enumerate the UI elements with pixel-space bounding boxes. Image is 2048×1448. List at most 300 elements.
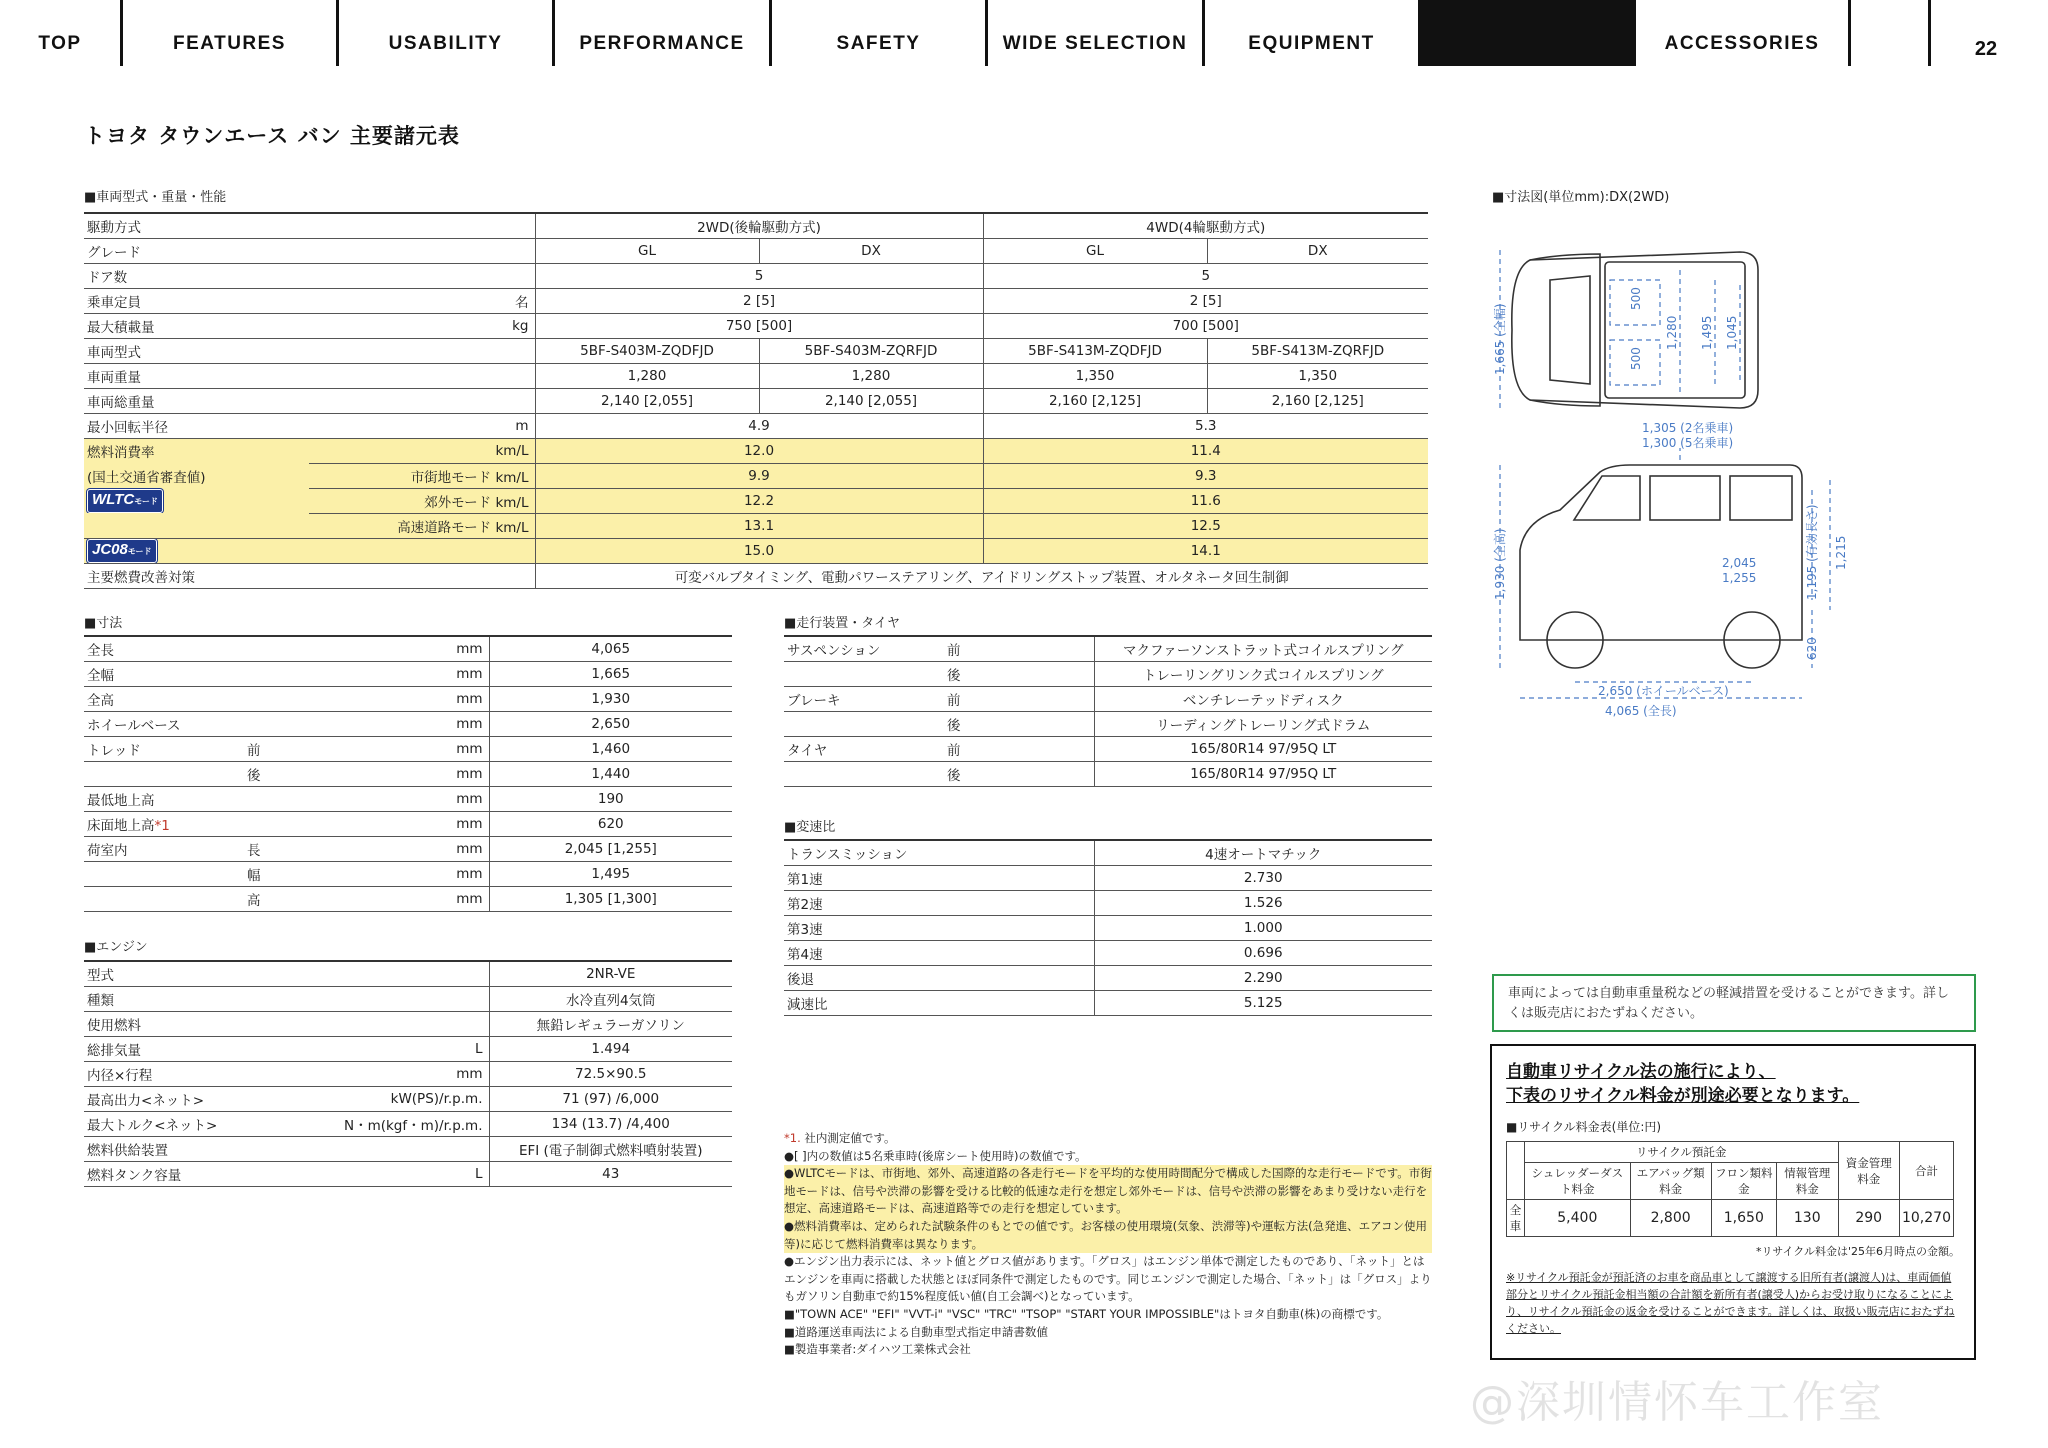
row-unit [274,986,489,1011]
cell-value: 2 [5] [535,288,983,313]
cell-value: 2WD(後輪駆動方式) [535,213,983,238]
cell-value: 9.3 [983,463,1428,488]
row-label: 第1速 [784,865,1094,890]
table-row [84,711,732,736]
mode-unit: km/L [495,469,529,486]
row-label: 使用燃料 [84,1011,274,1036]
label-top-width: 1,665 (全幅) [1493,303,1507,375]
row-unit: mm [304,836,489,861]
table-row [784,661,1432,686]
row-sub: 後 [944,661,1094,686]
cell-value: トレーリングリンク式コイルスプリング [1094,661,1432,686]
row-label: 最大積載量 [84,313,309,338]
row-label: 最高出力<ネット> [84,1086,274,1111]
row-label [84,513,309,538]
badge-subtext: モード [134,496,158,506]
footnote-highlight: ●WLTCモードは、市街地、郊外、高速道路の各走行モードを平均的な使用時間配分で構成した国際的な走行モードです。市街地モードは、信号や渋滞の影響を受ける比較的低速な走行を想定し郊外モードは、信号や渋滞の影響をあまり受けない走行を想定、高速道路モードは、高速道路等での走行を想定しています。 [784,1165,1432,1218]
cell-value: 12.5 [983,513,1428,538]
row-unit: L [274,1161,489,1186]
mode-label: 郊外モード [424,494,492,511]
cell-value: 2.730 [1094,865,1432,890]
row-label: 車両総重量 [84,388,535,413]
row-label: 型式 [84,961,274,986]
row-unit: kg [309,313,535,338]
van-side-dimensions [1500,448,1830,698]
row-sub: 幅 [244,861,304,886]
tax-note-box: 車両によっては自動車重量税などの軽減措置を受けることができます。詳しくは販売店におたずねください。 [1492,974,1976,1032]
table-header: 情報管理料金 [1777,1163,1838,1200]
row-label: 第3速 [784,915,1094,940]
table-row [84,1061,732,1086]
row-label: (国土交通省審査値) [84,463,309,488]
cell-value: 可変バルブタイミング、電動パワーステアリング、アイドリングストップ装置、オルタネータ回生制御 [535,563,1428,588]
cell-value: 1.000 [1094,915,1432,940]
van-side-window-rear [1730,476,1792,520]
cell-value: 750 [500] [535,313,983,338]
table-row [84,886,732,911]
row-unit [309,463,535,488]
nav-tab-label: EQUIPMENT [1248,33,1375,54]
section-heading-engine: ■エンジン [84,940,148,955]
chassis-table [784,635,1432,787]
table-row [84,1036,732,1061]
cell-value: 12.0 [535,438,983,463]
cell-value: 2,140 [2,055] [759,388,983,413]
cell-value: 5BF-S413M-ZQRFJD [1207,338,1428,363]
table-row [784,636,1432,661]
row-label: 主要燃費改善対策 [84,563,535,588]
row-label: 種類 [84,986,274,1011]
nav-tab-label: USABILITY [388,33,503,54]
cell-value: 無鉛レギュラーガソリン [489,1011,732,1036]
table-cell: 2,800 [1630,1200,1711,1237]
table-cell: 1,650 [1711,1200,1776,1237]
row-sub [244,811,304,836]
badge-text: WLTC [92,490,135,508]
table-row [84,213,1428,238]
table-row-fuel-jc08 [84,538,1428,563]
table-row [84,413,1428,438]
label-side-1195: 1,195 (有効長さ) [1805,504,1819,600]
page-number: 22 [1974,38,1998,60]
row-label: 減速比 [784,990,1094,1015]
table-row [784,865,1432,890]
van-top-windshield [1550,276,1590,384]
cell-value: 700 [500] [983,313,1428,338]
row-unit: m [309,413,535,438]
table-row [84,761,732,786]
recycle-table-caption: ■リサイクル料金表(単位:円) [1506,1120,1662,1134]
table-row [84,363,1428,388]
recycle-as-of: *リサイクル料金は'25年6月時点の金額。 [1756,1245,1960,1258]
spec-table [84,212,1428,589]
cell-value: 1,460 [489,736,732,761]
row-label: 総排気量 [84,1036,274,1061]
row-label: 全高 [84,686,244,711]
cell-value: 5BF-S413M-ZQDFJD [983,338,1207,363]
table-row [84,1161,732,1186]
row-label [784,761,944,786]
nav-tab-label: FEATURES [173,33,286,54]
row-unit: mm [304,861,489,886]
label-top-1495: 1,495 [1700,315,1714,350]
label-top-seat2: 500 [1629,347,1643,370]
row-unit: mm [304,886,489,911]
row-unit: kW(PS)/r.p.m. [274,1086,489,1111]
watermark: @深圳情怀车工作室 [1470,1377,1884,1428]
row-label: 燃料消費率 [84,438,309,463]
cell-value: 4,065 [489,636,732,661]
cell-value: 4速オートマチック [1094,840,1432,865]
cell-value: DX [759,238,983,263]
row-unit [274,1011,489,1036]
cell-value: 190 [489,786,732,811]
table-row [84,836,732,861]
row-unit: mm [304,736,489,761]
table-row [784,686,1432,711]
row-sub: 長 [244,836,304,861]
row-label: 第4速 [784,940,1094,965]
nav-tab-safety[interactable] [772,0,985,66]
nav-tab-top[interactable] [0,0,120,66]
row-label: グレード [84,238,535,263]
row-label: 乗車定員 [84,288,309,313]
top-navigation [0,0,2048,66]
row-sub [244,786,304,811]
badge-subtext: モード [127,546,152,556]
table-row-fuel-wltc [84,438,1428,463]
table-row [784,736,1432,761]
cell-value: GL [983,238,1207,263]
nav-tab-label: SAFETY [836,33,921,54]
table-cell-blank [1507,1142,1525,1200]
van-side-view [1520,465,1802,668]
table-header: フロン類料金 [1711,1163,1776,1200]
row-unit: mm [304,636,489,661]
table-row-fuel-city [84,463,1428,488]
row-label: 車両型式 [84,338,535,363]
row-label [84,886,244,911]
row-label [84,811,244,836]
wltc-badge-cell [84,488,309,513]
cell-value: 4WD(4輪駆動方式) [983,213,1428,238]
mode-unit: km/L [495,519,529,536]
cell-value: 13.1 [535,513,983,538]
table-row [84,786,732,811]
table-row [784,890,1432,915]
row-label: トランスミッション [784,840,1094,865]
table-row [84,563,1428,588]
table-row [84,338,1428,363]
nav-tab-features[interactable] [123,0,336,66]
row-label [84,761,244,786]
row-sub: 前 [944,686,1094,711]
row-label: 最低地上高 [84,786,244,811]
nav-tab-wide-selection[interactable] [988,0,1202,66]
cell-value: 165/80R14 97/95Q LT [1094,736,1432,761]
badge-text: JC08 [92,540,128,558]
nav-tab-usability[interactable] [339,0,552,66]
row-sub [244,686,304,711]
cell-value: 43 [489,1161,732,1186]
row-label: タイヤ [784,736,944,761]
cell-value: 5BF-S403M-ZQDFJD [535,338,759,363]
nav-tab-label: TOP [38,33,82,54]
row-sub: 前 [244,736,304,761]
footnotes [784,1130,1432,1359]
cell-value: 9.9 [535,463,983,488]
footnote: ■製造事業者:ダイハツ工業株式会社 [784,1342,971,1357]
footnote: ●[ ]内の数値は5名乗車時(後席シート使用時)の数値です。 [784,1148,1087,1163]
label-side-1215: 1,215 [1834,535,1848,570]
van-top-view [1512,220,1758,408]
cell-value: 620 [489,811,732,836]
label-side-wb: 2,650 (ホイールベース) [1598,684,1729,698]
row-sub: 高 [244,886,304,911]
nav-tab-specifications-active[interactable] [1418,0,1636,66]
cell-value: 1,440 [489,761,732,786]
row-label: 全車 [1507,1200,1525,1237]
row-sub [244,661,304,686]
row-sub: 後 [244,761,304,786]
cell-value: 5.125 [1094,990,1432,1015]
recycle-title-line1: 自動車リサイクル法の施行により、 [1506,1062,1776,1082]
label-top-len: 1,280 [1665,315,1679,350]
row-label: トレッド [84,736,244,761]
table-cell: 290 [1838,1200,1899,1237]
row-label [84,861,244,886]
table-row [84,238,1428,263]
cell-value: 2,140 [2,055] [535,388,759,413]
nav-tab-performance[interactable] [555,0,769,66]
engine-table [84,960,732,1187]
table-row [784,711,1432,736]
van-diagram-svg [1490,220,2048,740]
section-heading-chassis: ■走行装置・タイヤ [784,616,901,631]
row-sub [244,636,304,661]
row-label: ブレーキ [784,686,944,711]
cell-value: 2,160 [2,125] [983,388,1207,413]
nav-tab-label: ACCESSORIES [1664,33,1820,54]
table-row [84,686,732,711]
table-row [84,661,732,686]
row-unit: mm [304,661,489,686]
cell-value: 2.290 [1094,965,1432,990]
label-side-h1: 1,305 (2名乗車) [1642,421,1734,435]
cell-value: マクファーソンストラット式コイルスプリング [1094,636,1432,661]
cell-value: 12.2 [535,488,983,513]
table-row [84,1011,732,1036]
table-header: 資金管理料金 [1838,1142,1899,1200]
table-row [784,940,1432,965]
footnote-mark: *1. [784,1131,801,1145]
mode-label: 高速道路モード [397,519,492,536]
table-row [84,388,1428,413]
label-side-2045: 2,045 [1722,556,1757,570]
row-unit [309,513,535,538]
cell-value: 5.3 [983,413,1428,438]
cell-value: 14.1 [983,538,1428,563]
table-header: シュレッダーダスト料金 [1525,1163,1631,1200]
cell-value: 72.5×90.5 [489,1061,732,1086]
cell-value: EFI (電子制御式燃料噴射装置) [489,1136,732,1161]
row-sub: 後 [944,761,1094,786]
row-label: 後退 [784,965,1094,990]
label-side-len: 4,065 (全長) [1605,704,1677,718]
row-sub: 後 [944,711,1094,736]
table-cell: 5,400 [1525,1200,1631,1237]
table-row [784,840,1432,865]
row-unit: mm [274,1061,489,1086]
section-heading-dims: ■寸法 [84,616,123,631]
cell-value: 15.0 [535,538,983,563]
cell-value: 1,495 [489,861,732,886]
table-row [84,986,732,1011]
row-label: 駆動方式 [84,213,535,238]
row-unit [309,488,535,513]
table-row [84,1111,732,1136]
footnote: ■"TOWN ACE" "EFI" "VVT-i" "VSC" "TRC" "TSOP" "START YOUR IMPOSSIBLE"はトヨタ自動車(株)の商標です。 [784,1306,1389,1321]
table-row [84,1086,732,1111]
nav-tab-label: PERFORMANCE [579,33,745,54]
table-row [84,961,732,986]
table-row [1507,1200,1954,1237]
cell-value: 1,305 [1,300] [489,886,732,911]
cell-value: 71 (97) /6,000 [489,1086,732,1111]
cell-value: 5BF-S403M-ZQRFJD [759,338,983,363]
table-row [784,761,1432,786]
cell-value: 1,350 [1207,363,1428,388]
table-row [84,636,732,661]
nav-separator [1848,0,1851,66]
recycle-table [1506,1141,1954,1237]
row-unit: mm [304,786,489,811]
footnote-text: 社内測定値です。 [800,1131,896,1145]
cell-value: 2,045 [1,255] [489,836,732,861]
row-unit: mm [304,811,489,836]
row-label-text: 床面地上高 [87,817,155,834]
table-row [84,811,732,836]
recycle-title-line2: 下表のリサイクル料金が別途必要となります。 [1506,1086,1860,1106]
row-label: 内径×行程 [84,1061,274,1086]
row-label: 荷室内 [84,836,244,861]
label-side-h2: 1,300 (5名乗車) [1642,436,1734,450]
jc08-badge-cell [84,538,535,563]
row-unit: 名 [309,288,535,313]
mode-unit: km/L [495,494,529,511]
cell-value: 2,160 [2,125] [1207,388,1428,413]
cell-value: 1.494 [489,1036,732,1061]
row-label [784,711,944,736]
table-row [84,313,1428,338]
row-label: 車両重量 [84,363,535,388]
row-unit: km/L [309,438,535,463]
table-row [84,288,1428,313]
table-row [84,263,1428,288]
row-label: 最大トルク<ネット> [84,1111,274,1136]
table-row-fuel-highway [84,513,1428,538]
van-top-labels [1492,287,1739,375]
recycle-fee-box [1490,1044,1976,1360]
cell-value: 1,930 [489,686,732,711]
cell-value: ベンチレーテッドディスク [1094,686,1432,711]
row-label: 最小回転半径 [84,413,309,438]
table-row [1507,1142,1954,1163]
page-title: トヨタ タウンエース バン 主要諸元表 [84,124,460,148]
table-cell: 130 [1777,1200,1838,1237]
row-sub: 前 [944,736,1094,761]
cell-value: 134 (13.7) /4,400 [489,1111,732,1136]
wltc-badge [87,489,163,513]
label-side-1255: 1,255 [1722,571,1757,585]
cell-value: DX [1207,238,1428,263]
row-label: 燃料供給装置 [84,1136,274,1161]
row-label: 全幅 [84,661,244,686]
cell-value: リーディングトレーリング式ドラム [1094,711,1432,736]
row-unit: mm [304,711,489,736]
nav-tab-equipment[interactable] [1205,0,1418,66]
table-header: リサイクル預託金 [1525,1142,1839,1163]
dims-table [84,635,732,912]
cell-value: 11.6 [983,488,1428,513]
row-label-mark: *1 [154,817,170,834]
footnote: ■道路運送車両法による自動車型式指定申請書数値 [784,1324,1048,1339]
row-unit: L [274,1036,489,1061]
jc08-badge [87,539,157,563]
table-row [84,861,732,886]
nav-separator [1928,0,1931,66]
table-header: 合計 [1899,1142,1953,1200]
table-row [784,965,1432,990]
row-unit: mm [304,686,489,711]
table-row [84,736,732,761]
footnote: ●エンジン出力表示には、ネット値とグロス値があります。「グロス」はエンジン単体で測定したものであり、「ネット」とはエンジンを車両に搭載した状態とほぼ同条件で測定したものです。同じエンジンで測定した場合、「ネット」は「グロス」よりもガソリン自動車で約15%程度低い値(自工会調べ)となっています。 [784,1254,1432,1304]
row-unit: N・m(kgf・m)/r.p.m. [274,1111,489,1136]
cell-value: 1.526 [1094,890,1432,915]
dimension-diagram [1490,220,2048,740]
row-unit: mm [304,761,489,786]
cell-value: 4.9 [535,413,983,438]
row-label: ドア数 [84,263,535,288]
label-side-height: 1,930 (全高) [1493,528,1507,600]
footnote [784,1130,1432,1148]
row-sub: 前 [944,636,1094,661]
cell-value: 2,650 [489,711,732,736]
section-heading-diagram: ■寸法図(単位mm):DX(2WD) [1492,190,1670,205]
mode-label: 市街地モード [410,469,492,486]
row-label: サスペンション [784,636,944,661]
cell-value: 165/80R14 97/95Q LT [1094,761,1432,786]
van-side-window-mid [1650,476,1720,520]
cell-value: 1,280 [535,363,759,388]
nav-tab-accessories[interactable] [1636,0,1848,66]
footnote-highlight: ●燃料消費率は、定められた試験条件のもとでの値です。お客様の使用環境(気象、渋滞等)や運転方法(急発進、エアコン使用等)に応じて燃料消費率は異なります。 [784,1218,1432,1253]
cell-value: 11.4 [983,438,1428,463]
table-header: エアバッグ類料金 [1630,1163,1711,1200]
cell-value: 1,280 [759,363,983,388]
row-label [784,661,944,686]
label-side-620: 620 [1805,637,1819,660]
cell-value: 1,350 [983,363,1207,388]
row-unit [274,1136,489,1161]
cell-value: 2 [5] [983,288,1428,313]
row-label: 第2速 [784,890,1094,915]
recycle-footnote: ※リサイクル預託金が預託済のお車を商品車として譲渡する旧所有者(譲渡人)は、車両価値部分とリサイクル預託金相当額の合計額を新所有者(譲受人)からお受け取りになることにより、リサイクル預託金の返金を受けることができます。詳しくは、取扱い販売店におたずねください。 [1506,1271,1955,1335]
cell-value: 2NR-VE [489,961,732,986]
cell-value: 5 [535,263,983,288]
table-row [784,990,1432,1015]
section-heading-spec: ■車両型式・重量・性能 [84,190,227,205]
